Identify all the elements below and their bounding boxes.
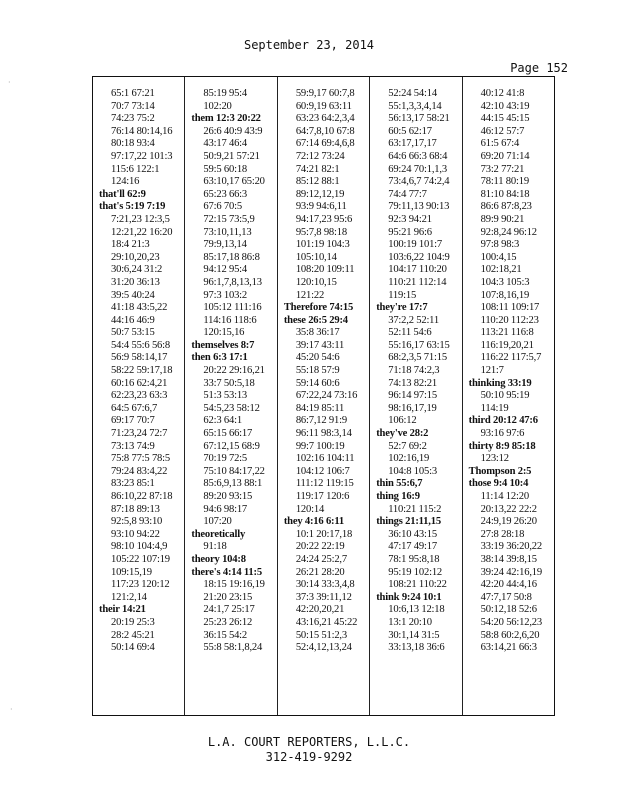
index-page-refs: 51:3 53:13 <box>203 390 248 402</box>
index-page-refs: 105:12 111:16 <box>203 302 262 314</box>
index-headword-entry: things 21:11,15 <box>376 516 441 528</box>
index-page-refs: 60:16 62:4,21 <box>111 377 168 389</box>
index-page-refs: 42:10 43:19 <box>480 100 530 112</box>
index-page-refs: 33:13,18 36:6 <box>388 642 445 654</box>
index-page-refs: 94:17,23 95:6 <box>295 213 353 225</box>
index-page-refs: 121:22 <box>295 289 325 301</box>
index-page-refs: 21:20 23:15 <box>203 591 253 603</box>
index-page-refs: 91:18 <box>203 541 227 553</box>
index-page-refs: 67:12,15 68:9 <box>203 440 260 452</box>
index-page-refs: 36:10 43:15 <box>388 528 437 540</box>
index-page-refs: 69:20 71:14 <box>480 150 530 162</box>
index-page-refs: 67:22,24 73:16 <box>295 390 358 402</box>
index-page-refs: 71:18 74:2,3 <box>388 365 440 377</box>
index-page-refs: 39:5 40:24 <box>111 289 155 301</box>
index-page-refs: 37:2,2 52:11 <box>388 314 439 326</box>
index-page-refs: 61:5 67:4 <box>480 138 520 150</box>
index-page-refs: 110:21 115:2 <box>388 503 442 515</box>
index-page-refs: 55:8 58:1,8,24 <box>203 642 263 654</box>
index-headword-entry: their 14:21 <box>99 604 146 616</box>
scan-speck: · <box>8 78 11 87</box>
index-page-refs: 12:21,22 16:20 <box>111 226 173 238</box>
index-page-refs: 33:7 50:5,18 <box>203 377 255 389</box>
index-headword-entry: they 4:16 6:11 <box>283 516 344 528</box>
index-page-refs: 20:13,22 22:2 <box>480 503 537 515</box>
index-page-refs: 86:7,12 91:9 <box>295 415 347 427</box>
index-page-refs: 103:6,22 104:9 <box>388 251 450 263</box>
index-page-refs: 109:15,19 <box>111 566 152 578</box>
index-page-refs: 18:4 21:3 <box>111 239 150 251</box>
index-page-refs: 35:8 36:17 <box>295 327 340 339</box>
index-page-refs: 115:6 122:1 <box>111 163 160 175</box>
index-page-refs: 28:2 45:21 <box>111 629 155 641</box>
index-page-refs: 95:7,8 98:18 <box>295 226 347 238</box>
index-headword-entry: there's 4:14 11:5 <box>191 566 262 578</box>
index-page-refs: 37:3 39:11,12 <box>295 591 352 603</box>
index-page-refs: 7:21,23 12:3,5 <box>111 213 170 225</box>
index-page-refs: 123:12 <box>480 453 509 465</box>
index-page-refs: 104:17 110:20 <box>388 264 447 276</box>
index-page-refs: 108:21 110:22 <box>388 579 447 591</box>
index-page-refs: 110:21 112:14 <box>388 276 447 288</box>
index-page-refs: 73:2 77:21 <box>480 163 525 175</box>
index-page-refs: 52:11 54:6 <box>388 327 432 339</box>
index-page-refs: 74:21 82:1 <box>295 163 340 175</box>
index-column-2 <box>184 77 276 715</box>
index-column-5 <box>462 77 554 715</box>
index-page-refs: 42:20,20,21 <box>295 604 345 616</box>
index-page-refs: 50:7 53:15 <box>111 327 155 339</box>
index-page-refs: 55:16,17 63:15 <box>388 339 450 351</box>
index-page-refs: 72:15 73:5,9 <box>203 213 255 225</box>
index-page-refs: 70:7 73:14 <box>111 100 155 112</box>
index-page-refs: 78:1 95:8,18 <box>388 553 440 565</box>
index-page-refs: 93:9 94:6,11 <box>295 201 347 213</box>
index-headword-entry: themselves 8:7 <box>191 339 255 351</box>
index-page-refs: 50:10 95:19 <box>480 390 530 402</box>
index-page-refs: 13:1 20:10 <box>388 616 432 628</box>
index-page-refs: 85:17,18 86:8 <box>203 251 260 263</box>
index-page-refs: 94:12 95:4 <box>203 264 248 276</box>
index-headword-entry: think 9:24 10:1 <box>376 591 442 603</box>
index-page-refs: 52:4,12,13,24 <box>295 642 352 654</box>
index-page-refs: 38:14 39:8,15 <box>480 553 537 565</box>
index-page-refs: 64:7,8,10 67:8 <box>295 125 355 137</box>
index-page-refs: 60:5 62:17 <box>388 125 432 137</box>
index-headword-entry: theoretically <box>191 528 246 540</box>
index-page-refs: 80:18 93:4 <box>111 138 155 150</box>
index-page-refs: 95:19 102:12 <box>388 566 443 578</box>
index-page-refs: 50:15 51:2,3 <box>295 629 347 641</box>
index-page-refs: 65:15 66:17 <box>203 428 253 440</box>
index-page-refs: 41:18 43:5,22 <box>111 302 168 314</box>
index-page-refs: 24:24 25:2,7 <box>295 553 347 565</box>
index-page-refs: 108:11 109:17 <box>480 302 540 314</box>
index-page-refs: 40:12 41:8 <box>480 88 525 99</box>
index-headword-entry: Therefore 74:15 <box>283 302 354 314</box>
index-page-refs: 94:6 98:17 <box>203 503 248 515</box>
index-page-refs: 95:21 96:6 <box>388 226 432 238</box>
index-page-refs: 44:15 45:15 <box>480 113 530 125</box>
index-page-refs: 20:19 25:3 <box>111 616 155 628</box>
index-page-refs: 55:18 57:9 <box>295 365 340 377</box>
index-page-refs: 54:5,23 58:12 <box>203 402 260 414</box>
index-page-refs: 52:7 69:2 <box>388 440 427 452</box>
index-page-refs: 44:16 46:9 <box>111 314 155 326</box>
index-headword-entry: they've 28:2 <box>376 428 429 440</box>
word-index-table <box>92 76 555 716</box>
index-page-refs: 39:17 43:11 <box>295 339 345 351</box>
index-page-refs: 69:17 70:7 <box>111 415 155 427</box>
index-headword-entry: thinking 33:19 <box>468 377 532 389</box>
index-page-refs: 110:20 112:23 <box>480 314 539 326</box>
index-page-refs: 124:16 <box>111 176 140 188</box>
index-headword-entry: then 6:3 17:1 <box>191 352 248 364</box>
index-page-refs: 59:9,17 60:7,8 <box>295 88 355 99</box>
index-page-refs: 54:20 56:12,23 <box>480 616 542 628</box>
index-page-refs: 78:11 80:19 <box>480 176 529 188</box>
index-page-refs: 97:3 103:2 <box>203 289 248 301</box>
index-page-refs: 85:19 95:4 <box>203 88 248 99</box>
index-page-refs: 119:17 120:6 <box>295 491 350 502</box>
index-page-refs: 120:14 <box>295 503 325 515</box>
index-page-refs: 75:8 77:5 78:5 <box>111 453 170 465</box>
index-headword-entry: these 26:5 29:4 <box>283 314 348 326</box>
index-page-refs: 65:23 66:3 <box>203 188 248 200</box>
index-page-refs: 116:19,20,21 <box>480 339 534 351</box>
index-headword-entry: those 9:4 10:4 <box>468 478 529 490</box>
index-page-refs: 116:22 117:5,7 <box>480 352 542 364</box>
index-page-refs: 121:2,14 <box>111 591 147 603</box>
index-page-refs: 26:6 40:9 43:9 <box>203 125 263 137</box>
index-page-refs: 120:10,15 <box>295 276 337 288</box>
index-page-refs: 62:23,23 63:3 <box>111 390 168 402</box>
index-page-refs: 102:16 104:11 <box>295 453 355 465</box>
index-page-refs: 114:16 118:6 <box>203 314 257 326</box>
index-page-refs: 73:10,11,13 <box>203 226 252 238</box>
index-page-refs: 89:9 90:21 <box>480 213 525 225</box>
index-page-refs: 46:12 57:7 <box>480 125 525 137</box>
index-page-refs: 64:5 67:6,7 <box>111 402 158 414</box>
index-column-3 <box>277 77 369 715</box>
index-page-refs: 93:16 97:6 <box>480 428 525 440</box>
index-page-refs: 96:14 97:15 <box>388 390 437 402</box>
index-headword-entry: them 12:3 20:22 <box>191 113 261 125</box>
index-page-refs: 73:4,6,7 74:2,4 <box>388 176 450 188</box>
index-page-refs: 63:14,21 66:3 <box>480 642 537 654</box>
index-page-refs: 59:14 60:6 <box>295 377 340 389</box>
index-page-refs: 76:14 80:14,16 <box>111 125 173 137</box>
court-reporter-name: L.A. COURT REPORTERS, L.L.C. <box>207 735 411 749</box>
index-page-refs: 24:9,19 26:20 <box>480 516 537 528</box>
index-page-refs: 73:13 74:9 <box>111 440 155 452</box>
index-page-refs: 92:8,24 96:12 <box>480 226 537 238</box>
index-headword-entry: thin 55:6,7 <box>376 478 423 490</box>
index-page-refs: 10:1 20:17,18 <box>295 528 353 540</box>
index-page-refs: 105:10,14 <box>295 251 337 263</box>
index-page-refs: 56:13,17 58:21 <box>388 113 450 125</box>
index-page-refs: 50:12,18 52:6 <box>480 604 537 616</box>
index-page-refs: 98:16,17,19 <box>388 402 437 414</box>
index-page-refs: 102:20 <box>203 100 232 112</box>
index-page-refs: 30:14 33:3,4,8 <box>295 579 355 591</box>
index-page-refs: 102:18,21 <box>480 264 522 276</box>
index-headword-entry: that's 5:19 7:19 <box>99 201 166 213</box>
index-page-refs: 93:10 94:22 <box>111 528 160 540</box>
index-page-refs: 47:17 49:17 <box>388 541 437 553</box>
page-date: September 23, 2014 <box>243 38 375 52</box>
index-page-refs: 114:19 <box>480 402 509 414</box>
index-page-refs: 113:21 116:8 <box>480 327 534 339</box>
index-page-refs: 55:1,3,3,4,14 <box>388 100 442 112</box>
index-column-1 <box>93 77 184 715</box>
index-page-refs: 67:14 69:4,6,8 <box>295 138 355 150</box>
index-page-refs: 29:10,20,23 <box>111 251 160 263</box>
index-page-refs: 96:1,7,8,13,13 <box>203 276 262 288</box>
index-page-refs: 50:9,21 57:21 <box>203 150 260 162</box>
index-page-refs: 98:10 104:4,9 <box>111 541 168 553</box>
index-page-refs: 36:15 54:2 <box>203 629 248 641</box>
index-page-refs: 107:8,16,19 <box>480 289 530 301</box>
index-page-refs: 33:19 36:20,22 <box>480 541 542 553</box>
index-page-refs: 67:6 70:5 <box>203 201 242 213</box>
index-page-refs: 43:17 46:4 <box>203 138 248 150</box>
index-page-refs: 92:5,8 93:10 <box>111 516 163 528</box>
index-page-refs: 11:14 12:20 <box>480 491 529 502</box>
index-page-refs: 79:24 83:4,22 <box>111 465 168 477</box>
index-page-refs: 45:20 54:6 <box>295 352 340 364</box>
index-page-refs: 96:11 98:3,14 <box>295 428 352 440</box>
index-page-refs: 50:14 69:4 <box>111 642 155 654</box>
index-page-refs: 24:1,7 25:17 <box>203 604 255 616</box>
index-page-refs: 62:3 64:1 <box>203 415 242 427</box>
index-page-refs: 65:1 67:21 <box>111 88 155 99</box>
index-page-refs: 30:6,24 31:2 <box>111 264 163 276</box>
index-page-refs: 102:16,19 <box>388 453 430 465</box>
index-page-refs: 83:23 85:1 <box>111 478 155 490</box>
index-page-refs: 101:19 104:3 <box>295 239 350 251</box>
index-page-refs: 27:8 28:18 <box>480 528 525 540</box>
index-page-refs: 71:23,24 72:7 <box>111 428 168 440</box>
index-page-refs: 75:10 84:17,22 <box>203 465 265 477</box>
index-column-4 <box>369 77 461 715</box>
index-page-refs: 108:20 109:11 <box>295 264 355 276</box>
index-page-refs: 120:15,16 <box>203 327 245 339</box>
index-page-refs: 31:20 36:13 <box>111 276 160 288</box>
index-page-refs: 107:20 <box>203 516 232 528</box>
index-page-refs: 119:15 <box>388 289 417 301</box>
page-number: Page 152 <box>510 61 568 75</box>
index-page-refs: 52:24 54:14 <box>388 88 437 99</box>
index-page-refs: 92:3 94:21 <box>388 213 432 225</box>
index-page-refs: 58:22 59:17,18 <box>111 365 173 377</box>
court-reporter-phone: 312-419-9292 <box>265 750 353 764</box>
index-page-refs: 58:8 60:2,6,20 <box>480 629 540 641</box>
index-headword-entry: Thompson 2:5 <box>468 465 532 477</box>
index-headword-entry: that'll 62:9 <box>99 188 146 200</box>
index-page-refs: 10:6,13 12:18 <box>388 604 445 616</box>
index-headword-entry: thirty 8:9 85:18 <box>468 440 536 452</box>
index-page-refs: 74:4 77:7 <box>388 188 427 200</box>
index-page-refs: 63:10,17 65:20 <box>203 176 265 188</box>
index-page-refs: 81:10 84:18 <box>480 188 530 200</box>
index-page-refs: 30:1,14 31:5 <box>388 629 440 641</box>
index-page-refs: 105:22 107:19 <box>111 553 170 565</box>
index-page-refs: 42:20 44:4,16 <box>480 579 537 591</box>
index-page-refs: 89:20 93:15 <box>203 491 253 502</box>
index-page-refs: 56:9 58:14,17 <box>111 352 168 364</box>
index-page-refs: 79:11,13 90:13 <box>388 201 450 213</box>
index-page-refs: 104:8 105:3 <box>388 465 437 477</box>
index-page-refs: 106:12 <box>388 415 417 427</box>
index-page-refs: 64:6 66:3 68:4 <box>388 150 448 162</box>
index-page-refs: 60:9,19 63:11 <box>295 100 352 112</box>
index-page-refs: 74:23 75:2 <box>111 113 155 125</box>
index-page-refs: 97:8 98:3 <box>480 239 520 251</box>
scan-speck: · <box>10 705 13 714</box>
index-page-refs: 86:6 87:8,23 <box>480 201 532 213</box>
index-page-refs: 99:7 100:19 <box>295 440 345 452</box>
index-page-refs: 25:23 26:12 <box>203 616 253 628</box>
index-page-refs: 87:18 89:13 <box>111 503 160 515</box>
index-headword-entry: they're 17:7 <box>376 302 428 314</box>
index-headword-entry: third 20:12 47:6 <box>468 415 538 427</box>
index-page-refs: 111:12 119:15 <box>295 478 354 490</box>
index-page-refs: 89:12,12,19 <box>295 188 345 200</box>
index-page-refs: 18:15 19:16,19 <box>203 579 265 591</box>
index-page-refs: 85:6,9,13 88:1 <box>203 478 263 490</box>
index-page-refs: 85:12 88:1 <box>295 176 340 188</box>
index-page-refs: 20:22 29:16,21 <box>203 365 265 377</box>
index-page-refs: 26:21 28:20 <box>295 566 345 578</box>
index-page-refs: 72:12 73:24 <box>295 150 345 162</box>
index-page-refs: 47:7,17 50:8 <box>480 591 532 603</box>
index-page-refs: 69:24 70:1,1,3 <box>388 163 447 175</box>
index-page-refs: 104:12 106:7 <box>295 465 350 477</box>
index-page-refs: 43:16,21 45:22 <box>295 616 358 628</box>
index-headword-entry: theory 104:8 <box>191 553 246 565</box>
index-page-refs: 100:19 101:7 <box>388 239 443 251</box>
index-page-refs: 63:17,17,17 <box>388 138 437 150</box>
index-page-refs: 104:3 105:3 <box>480 276 530 288</box>
index-page-refs: 121:7 <box>480 365 504 377</box>
index-page-refs: 63:23 64:2,3,4 <box>295 113 355 125</box>
index-page-refs: 79:9,13,14 <box>203 239 247 251</box>
index-page-refs: 20:22 22:19 <box>295 541 345 553</box>
index-page-refs: 84:19 85:11 <box>295 402 345 414</box>
index-page-refs: 68:2,3,5 71:15 <box>388 352 447 364</box>
index-headword-entry: thing 16:9 <box>376 491 420 502</box>
index-page-refs: 70:19 72:5 <box>203 453 248 465</box>
index-page-refs: 97:17,22 101:3 <box>111 150 173 162</box>
index-page-refs: 86:10,22 87:18 <box>111 491 173 502</box>
index-page-refs: 100:4,15 <box>480 251 517 263</box>
index-page-refs: 39:24 42:16,19 <box>480 566 542 578</box>
index-page-refs: 117:23 120:12 <box>111 579 170 591</box>
index-page-refs: 59:5 60:18 <box>203 163 248 175</box>
index-page-refs: 54:4 55:6 56:8 <box>111 339 170 351</box>
index-page-refs: 74:13 82:21 <box>388 377 437 389</box>
